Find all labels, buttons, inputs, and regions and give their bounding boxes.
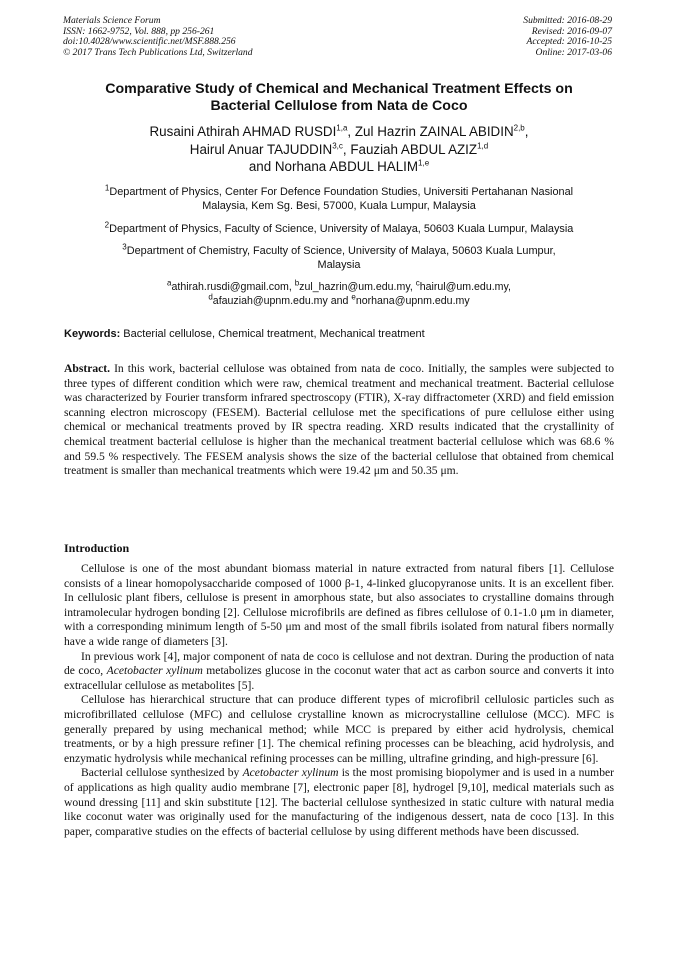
abstract-label: Abstract. <box>64 362 111 375</box>
paper-title <box>60 81 618 115</box>
email-link[interactable]: norhana@upnm.edu.my <box>355 295 470 307</box>
author-list <box>60 123 618 176</box>
author-conjunction: and <box>248 159 275 174</box>
author-affiliation-mark: 2,b <box>513 123 525 133</box>
affiliation-1 <box>64 185 614 213</box>
author-name: Hairul Anuar TAJUDDIN <box>189 141 333 157</box>
author-affiliation-mark: 1,e <box>418 158 430 168</box>
introduction-body <box>64 562 614 839</box>
author-line <box>60 158 618 176</box>
author-line <box>60 141 618 159</box>
affiliation-text: Department of Physics, Faculty of Science, University of Malaya, 50603 Kuala Lumpur, Malaysia <box>109 223 574 235</box>
affiliation-mark: 2 <box>104 220 110 230</box>
paragraph: In previous work [4], major component of nata de coco is cellulose and not dextran. During the production of nata de coco, Acetobacter xylinum metabolizes glucose in the coconut water that act as carbon source and converts it into extracellular cellulose as metabolites [5]. <box>64 649 614 692</box>
author-line <box>60 123 618 141</box>
keywords-label: Keywords: <box>64 328 121 340</box>
affiliation-3 <box>64 244 614 272</box>
online-date: Online: 2017-03-06 <box>535 46 612 58</box>
affiliation-text: Malaysia <box>317 259 361 272</box>
doi-line: doi:10.4028/www.scientific.net/MSF.888.256 <box>63 36 236 48</box>
author-name: Norhana ABDUL HALIM <box>274 159 419 174</box>
author-affiliation-mark: 1,a <box>336 123 348 133</box>
species-name: Acetobacter xylinum <box>106 664 203 678</box>
copyright-line: © 2017 Trans Tech Publications Ltd, Switzerland <box>63 46 253 58</box>
author-name: Fauziah ABDUL AZIZ <box>350 141 478 157</box>
affiliation-mark: 1 <box>104 183 110 193</box>
email-link[interactable]: athirah.rusdi@gmail.com <box>171 281 289 293</box>
section-heading-introduction: Introduction <box>64 541 130 555</box>
submission-dates <box>523 16 612 58</box>
author-affiliation-mark: 1,d <box>477 141 489 151</box>
revised-date: Revised: 2016-09-07 <box>531 25 612 37</box>
affiliation-text: Department of Chemistry, Faculty of Science, University of Malaya, 50603 Kuala Lumpur, <box>126 245 556 257</box>
affiliation-mark: 3 <box>122 242 127 252</box>
submitted-date: Submitted: 2016-08-29 <box>523 15 612 26</box>
email-link[interactable]: zul_hazrin@um.edu.my <box>299 281 410 293</box>
title-line: Bacterial Cellulose from Nata de Coco <box>210 98 468 114</box>
email-list: $^a$athirah.rusdi@gmail.com, $^b$zul_hazrin@um.edu.my, $^c$hairul@um.edu.my, $^d$afauziah@upnm.edu.my and $^e$norhana@upnm.edu.my <box>167 278 511 307</box>
abstract <box>64 362 614 479</box>
keywords-text: Bacterial cellulose, Chemical treatment, Mechanical treatment <box>120 328 425 340</box>
issn-line: ISSN: 1662-9752, Vol. 888, pp 256-261 <box>63 25 215 37</box>
author-name: Zul Hazrin ZAINAL ABIDIN <box>354 124 514 139</box>
author-separator: , <box>347 124 355 139</box>
email-link[interactable]: afauziah@upnm.edu.my <box>212 295 328 307</box>
abstract-text: In this work, bacterial cellulose was obtained from nata de coco. Initially, the samples were subjected to three types of different condition which were raw, chemical treatment and mechanical treatment. Bacterial cellulose was characterized by Fourier transform infrared spectroscopy (FTIR), X-ray diffractometer (XRD) and field emission scanning electron microscopy (FESEM). Bacterial cellulose met the specifications of pure cellulose either using chemical or mechanical treatments proved by IR spectra reading. XRD results indicated that the crystallinity of chemical treatment bacterial cellulose is higher than the mechanical treatment bacterial cellulose which was 68.6 % and 59.5 % respectively. The FESEM analysis shows the size of the bacterial cellulose that obtained from chemical treatment is smaller than mechanical treatments which were 19.42 μm and 50.35 μm. <box>64 362 614 478</box>
affiliation-text: Malaysia, Kem Sg. Besi, 57000, Kuala Lumpur, Malaysia <box>202 200 476 213</box>
author-separator: , <box>524 124 529 139</box>
affiliation-text: Department of Physics, Center For Defence Foundation Studies, Universiti Pertahanan Nasional <box>109 186 574 198</box>
title-line: Comparative Study of Chemical and Mechanical Treatment Effects on <box>105 81 573 97</box>
accepted-date: Accepted: 2016-10-25 <box>526 36 612 48</box>
paragraph: Cellulose is one of the most abundant biomass material in nature extracted from natural fibers [1]. Cellulose consists of a linear homopolysaccharide composed of 1000 β-1, 4-linked glucopyranose units. It is an excellent fiber. In cellulosic plant fibers, cellulose is present in amorphous state, but also associates to crystalline domains through intramolecular hydrogen bonding [2]. Cellulose microfibrils are defined as fibres cellulose of 0.1-1.0 μm in diameter, with a corresponding minimum length of 5-50 μm and most of the small fibrils isolated from natural fibers normally have a wide range of diameters [3]. <box>64 562 614 648</box>
journal-info <box>63 16 253 58</box>
author-affiliation-mark: 3,c <box>332 141 343 151</box>
paragraph: Cellulose has hierarchical structure that can produce different types of microfibril cellulosic particles such as microfibrillated cellulose (MFC) and cellulose crystalline known as microcrystalline cellulose (MCC). MFC is generally prepared by using mechanical method; while MCC is prepared by either acid hydrolysis, chemical treatments, or by a high pressure refiner [1]. The chemical refining processes can be bleaching, acid hydrolysis, and enzymatic hydrolysis while mechanical refining processes can be milling, ultrafine grinding, and high-pressure [6]. <box>64 693 614 765</box>
author-name: Rusaini Athirah AHMAD RUSDI <box>149 124 337 139</box>
paragraph: Bacterial cellulose synthesized by Acetobacter xylinum is the most promising biopolymer and is used in a number of applications as high quality audio membrane [7], electronic paper [8], hydrogel [9,10], medical materials such as wound dressing [11] and skin substitute [12]. The bacterial cellulose synthesized in static culture with natural media like coconut water was originally used for the manufacturing of the indigenous dessert, nata de coco [13]. In this paper, comparative studies on the effects of bacterial cellulose by using different methods have been discussed. <box>64 766 615 838</box>
keywords <box>64 327 614 341</box>
affiliation-2 <box>64 222 614 236</box>
species-name: Acetobacter xylinum <box>242 766 339 780</box>
author-separator: , <box>342 141 351 157</box>
journal-name: Materials Science Forum <box>63 15 161 26</box>
email-link[interactable]: hairul@um.edu.my <box>419 281 508 293</box>
